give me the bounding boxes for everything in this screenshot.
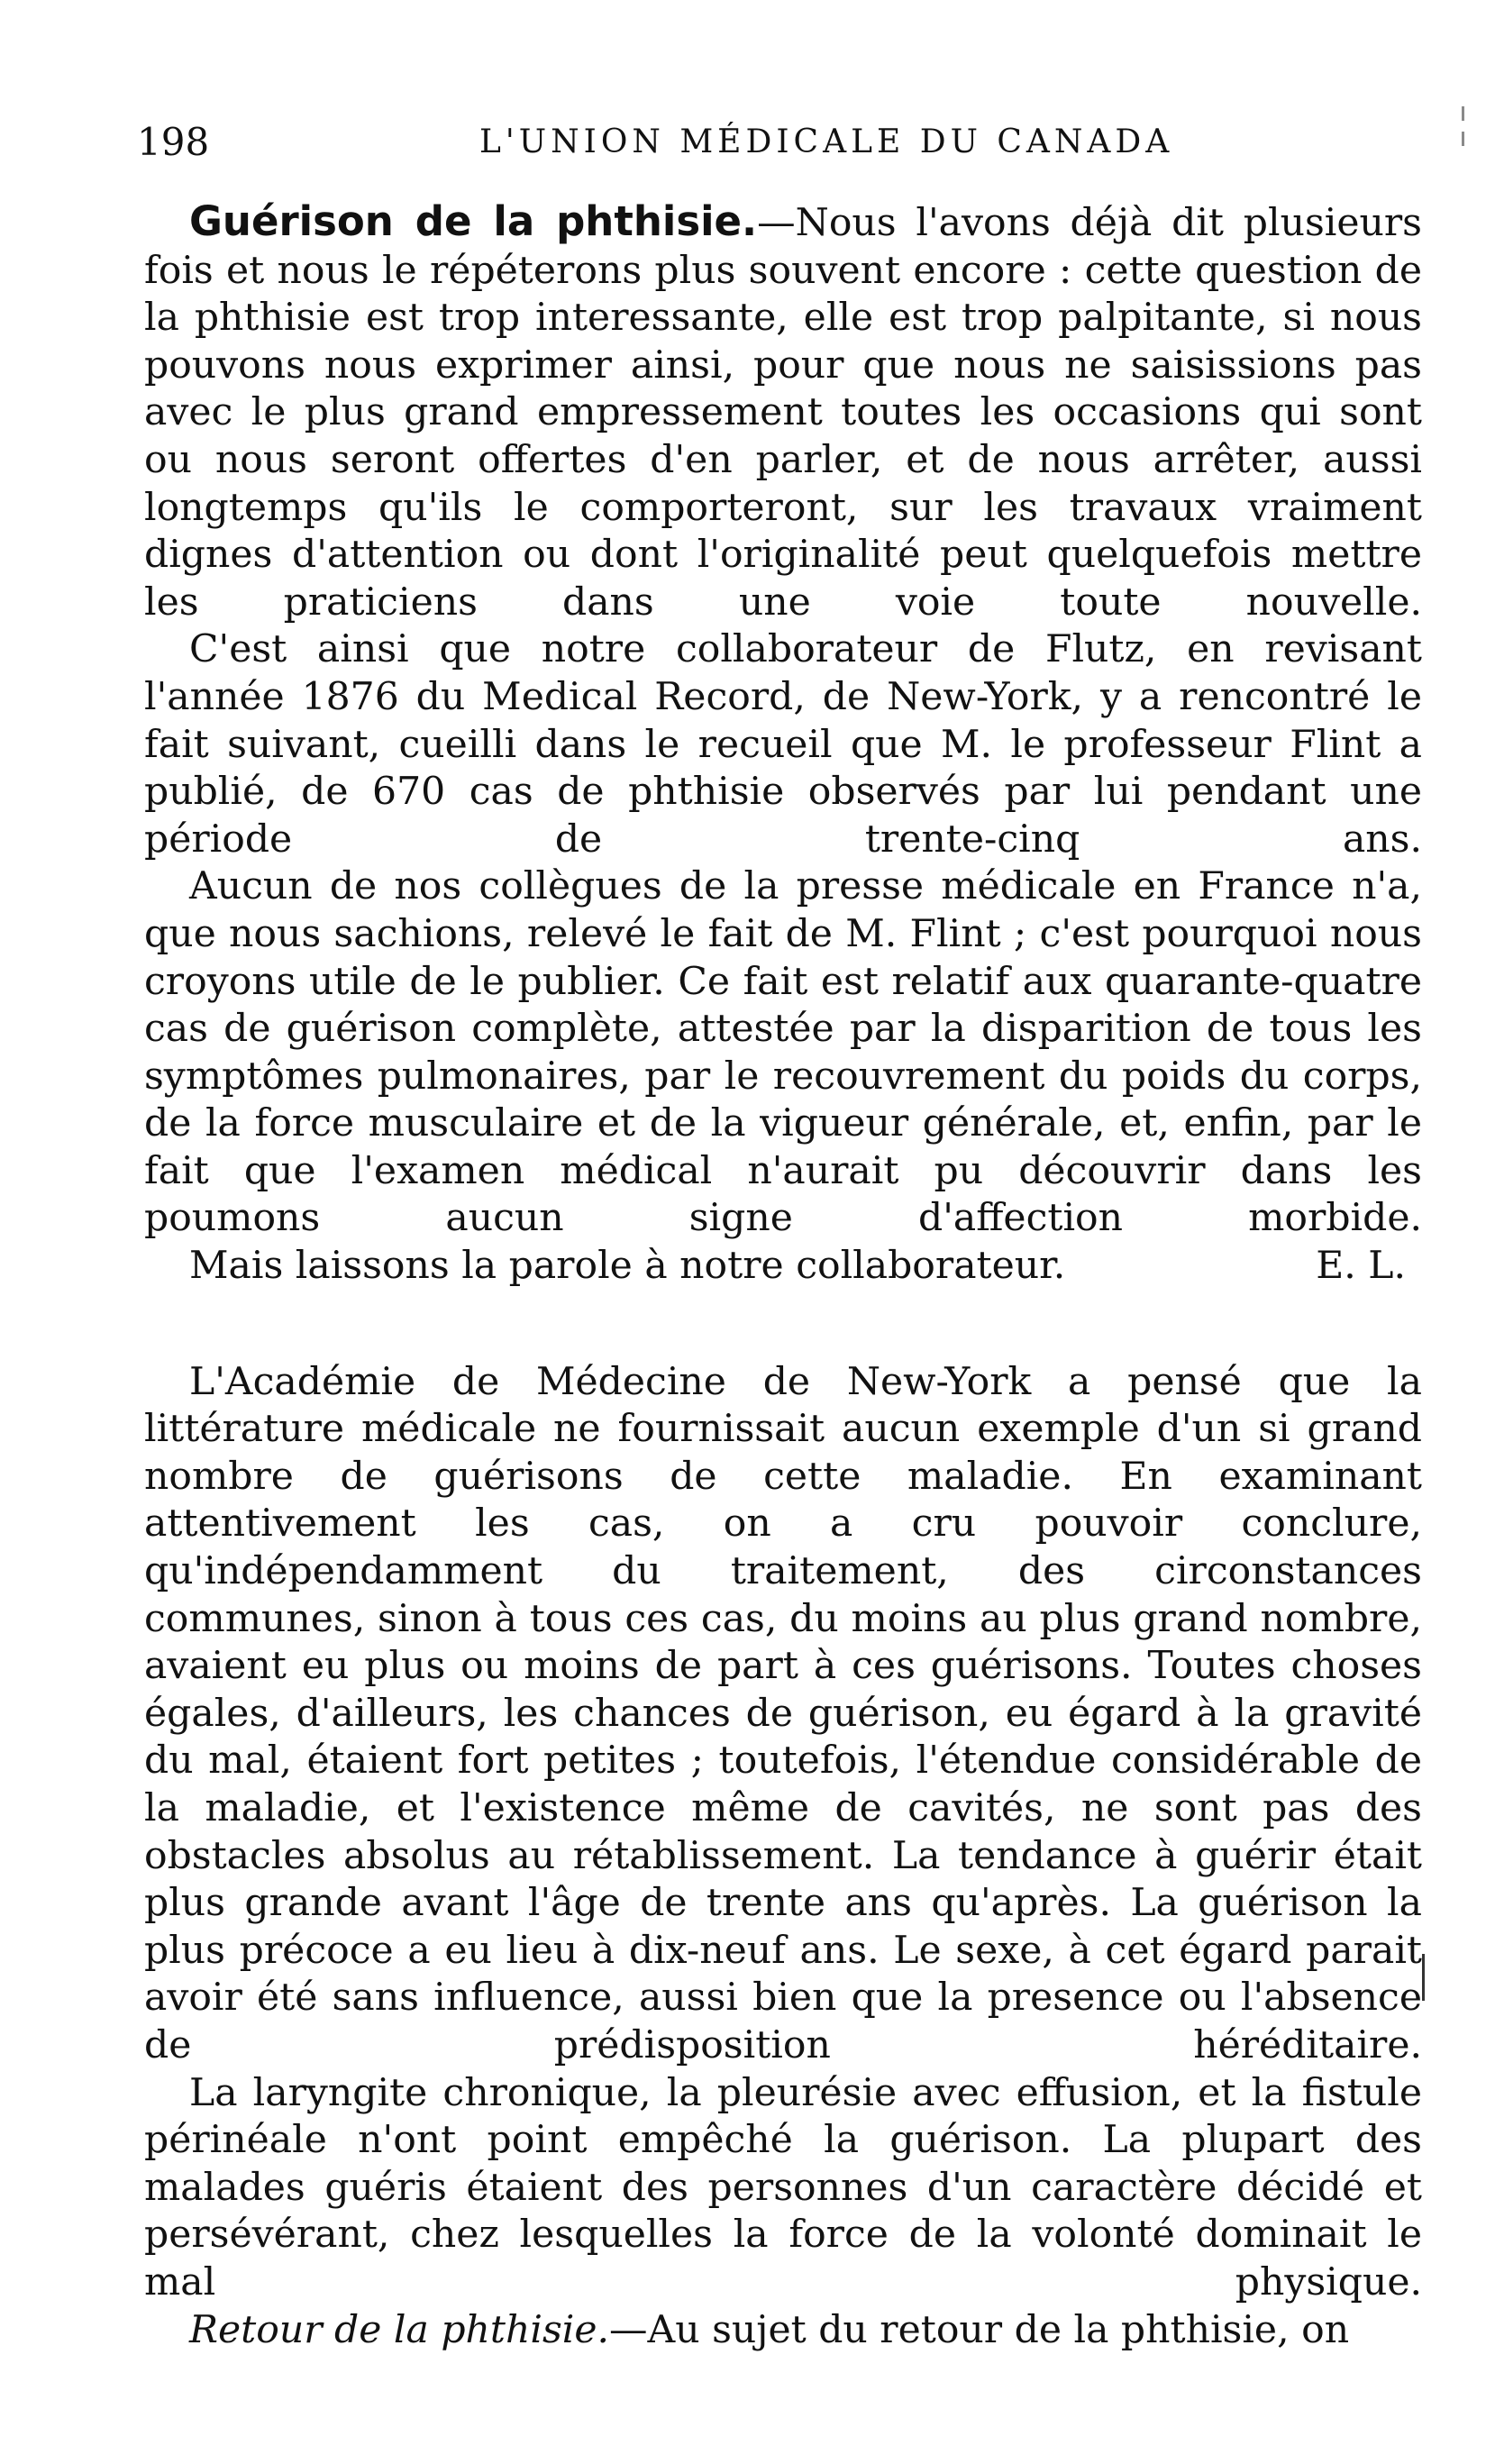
section-heading: Guérison de la phthisie. [189,197,758,245]
closing-sentence: Mais laissons la parole à notre collaborateur. [189,1244,1066,1289]
paragraph-flint-report: C'est ainsi que notre collaborateur de Flutz, en revisant l'année 1876 du Medical Record, de New-York, y a rencontré le fait suivant, cueilli dans le recueil que M. le professeur Flint a publié, de 670 cas de phthisie observés par lui pendant une période de trente-cinq ans. [144,627,1422,862]
paragraph-complications: La laryngite chronique, la pleurésie avec effusion, et la fistule périnéale n'ont point empêché la guérison. La plupart des malades guéris étaient des personnes d'un caractère décidé et persévérant, chez lesquelles la force de la volonté dominait le mal physique. [144,2070,1422,2304]
journal-title: L'UNION MÉDICALE DU CANADA [479,123,1174,160]
paragraph-academy: L'Académie de Médecine de New-York a pensé que la littérature médicale ne fournissait aucun exemple d'un si grand nombre de guérisons de cette maladie. En examinant attentivement les cas, on a cru pouvoir conclure, qu'indépendamment du traitement, des circonstances communes, sinon à tous ces cas, du moins au plus grand nombre, avaient eu plus ou moins de part à ces guérisons. Toutes choses égales, d'ailleurs, les chances de guérison, eu égard à la gravité du mal, étaient fort petites ; toutefois, l'étendue considérable de la maladie, et l'existence même de cavités, ne sont pas des obstacles absolus au rétablissement. La tendance à guérir était plus grande avant l'âge de trente ans qu'après. La guérison la plus précoce a eu lieu à dix-neuf ans. Le sexe, à cet égard parait avoir été sans influence, aussi bien que la presence ou l'absence de prédisposition héréditaire. [144,1359,1422,2067]
scan-edge-mark [1462,132,1464,146]
article-body [144,198,1422,2354]
run-in-heading: Retour de la phthisie. [189,2307,610,2352]
margin-rule [1422,1954,1425,2001]
signature-line [144,1243,1422,1291]
scan-edge-mark [1462,106,1464,121]
page-number: 198 [137,120,210,164]
section-break [144,1291,1422,1359]
paragraph-intro [144,198,1422,626]
paragraph-press-note: Aucun de nos collègues de la presse médicale en France n'a, que nous sachions, relevé le fait de M. Flint ; c'est pourquoi nous croyons utile de le publier. Ce fait est relatif aux quarante-quatre cas de guérison complète, attestée par la disparition de tous les symptômes pulmonaires, par le recouvrement du poids du corps, de la force musculaire et de la vigueur générale, et, enfin, par le fait que l'examen médical n'aurait pu découvrir dans les poumons aucun signe d'affection morbide. [144,864,1422,1241]
running-header [137,115,1399,169]
author-initials: E. L. [1316,1244,1406,1289]
paragraph-recurrence-text: —Au sujet du retour de la phthisie, on [609,2307,1350,2352]
paragraph-recurrence [144,2307,1422,2355]
paragraph-intro-text: —Nous l'avons déjà dit plusieurs fois et nous le répéterons plus souvent encore : cette question de la phthisie est trop interessante, elle est trop palpitante, si nous pouvons nous exprimer ainsi, pour que nous ne saisissions pas avec le plus grand empressement toutes les occasions qui sont ou nous seront offertes d'en parler, et de nous arrêter, aussi longtemps qu'ils le comporteront, sur les travaux vraiment dignes d'attention ou dont l'originalité peut quelquefois mettre les praticiens dans une voie toute nouvelle. [144,201,1422,625]
